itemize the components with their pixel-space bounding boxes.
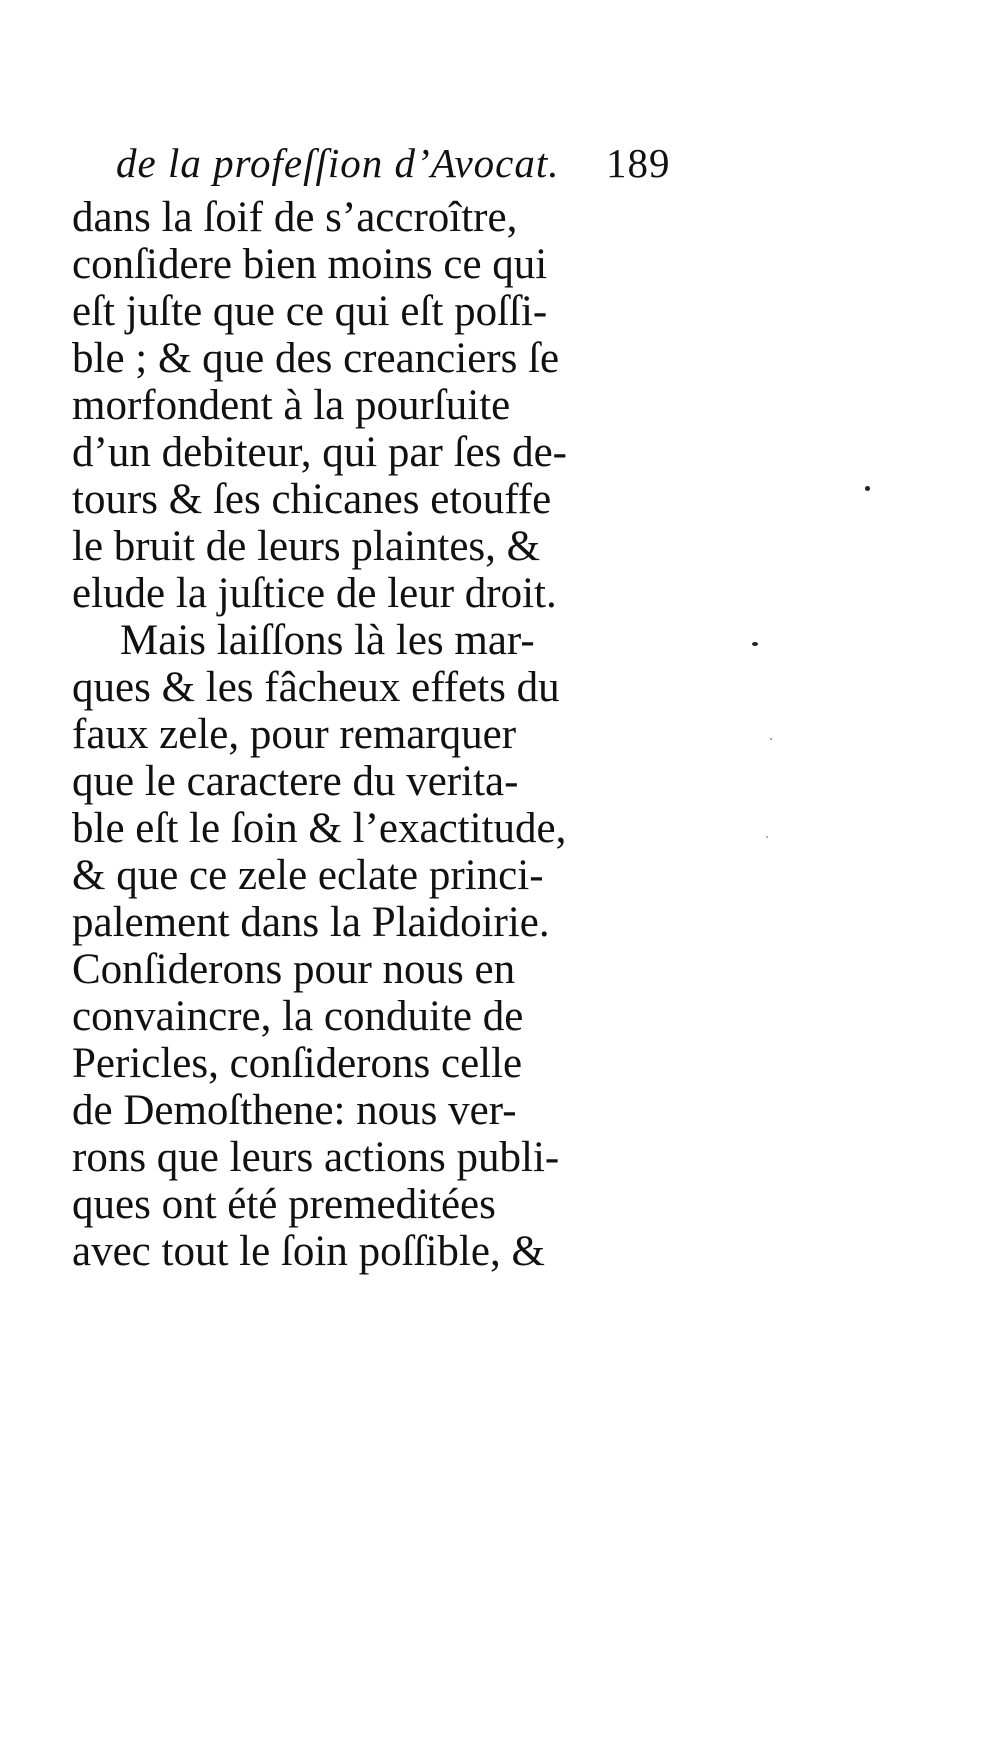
text-line: ble ; & que des creanciers ſe	[72, 335, 560, 382]
text-line: conſidere bien moins ce qui	[72, 241, 548, 288]
text-line: d’un debiteur, qui par ſes de-	[72, 429, 568, 476]
text-line: de Demoſthene: nous ver-	[72, 1087, 517, 1134]
text-line: palement dans la Plaidoirie.	[72, 899, 550, 946]
text-line: eſt juſte que ce qui eſt poſſi-	[72, 288, 548, 335]
text-line: morfondent à la pourſuite	[72, 382, 511, 429]
ink-speck	[865, 486, 870, 491]
text-line: faux zele, pour remarquer	[72, 711, 517, 758]
text-line: ques & les fâcheux effets du	[72, 664, 560, 711]
text-line: ble eſt le ſoin & l’exactitude,	[72, 805, 567, 852]
page-number: 189	[606, 140, 671, 186]
ink-speck	[770, 738, 772, 740]
text-line: rons que leurs actions publi-	[72, 1134, 560, 1181]
text-line: le bruit de leurs plaintes, &	[72, 523, 541, 570]
text-line: convaincre, la conduite de	[72, 993, 524, 1040]
running-title: de la profeſſion d’Avocat.	[116, 140, 560, 186]
text-line: elude la juſtice de leur droit.	[72, 570, 557, 617]
ink-speck	[752, 642, 758, 646]
paragraph-first-line: Mais laiſſons là les mar-	[120, 617, 535, 664]
running-head	[116, 138, 676, 188]
text-line: & que ce zele eclate princi-	[72, 852, 544, 899]
text-line: avec tout le ſoin poſſible, &	[72, 1228, 545, 1275]
text-line: ques ont été premeditées	[72, 1181, 496, 1228]
text-line: dans la ſoif de s’accroître,	[72, 194, 518, 241]
ink-speck	[766, 836, 768, 838]
text-line: Conſiderons pour nous en	[72, 946, 516, 993]
text-line: tours & ſes chicanes etouffe	[72, 476, 552, 523]
text-line: que le caractere du verita-	[72, 758, 519, 805]
text-line: Pericles, conſiderons celle	[72, 1040, 523, 1087]
